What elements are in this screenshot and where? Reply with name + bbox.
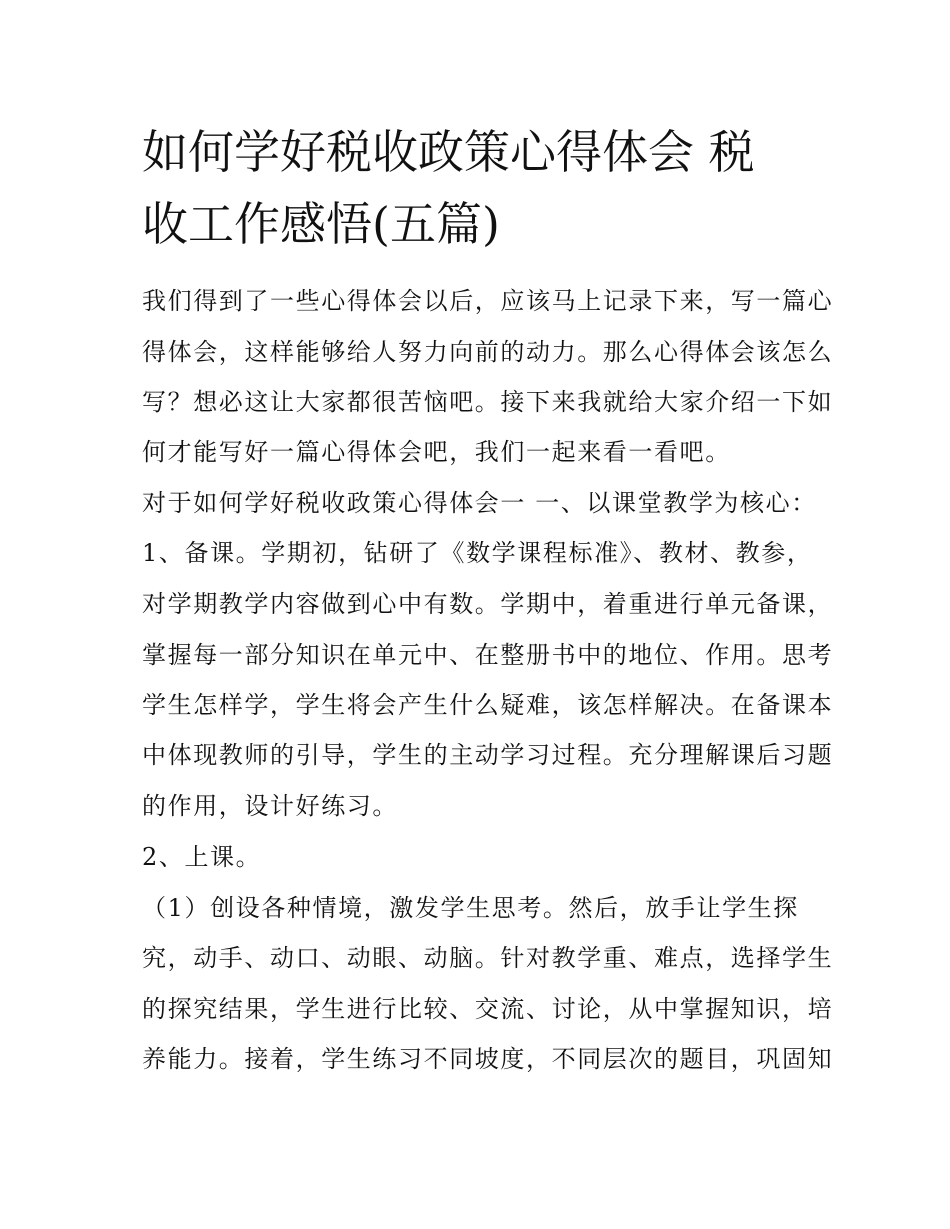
body-line: 究，动手、动口、动眼、动脑。针对教学重、难点，选择学生	[142, 944, 834, 972]
body-line: 1、备课。学期初，钻研了《数学课程标准》、教材、教参，	[142, 539, 813, 567]
body-line: 学生怎样学，学生将会产生什么疑难，该怎样解决。在备课本	[142, 691, 834, 719]
body-line: 掌握每一部分知识在单元中、在整册书中的地位、作用。思考	[142, 641, 834, 669]
body-line: 的探究结果，学生进行比较、交流、讨论，从中掌握知识，培	[142, 995, 834, 1023]
body-line: 养能力。接着，学生练习不同坡度，不同层次的题目，巩固知	[142, 1045, 834, 1073]
body-line: 中体现教师的引导，学生的主动学习过程。充分理解课后习题	[142, 741, 834, 769]
body-line: 对学期教学内容做到心中有数。学期中，着重进行单元备课，	[142, 590, 834, 618]
title-line: 收工作感悟(五篇)	[142, 197, 500, 251]
title-line: 如何学好税收政策心得体会 税	[142, 125, 755, 179]
body-line: 的作用，设计好练习。	[142, 792, 398, 820]
body-line: 我们得到了一些心得体会以后，应该马上记录下来，写一篇心	[142, 287, 834, 315]
body-line: （1）创设各种情境，激发学生思考。然后，放手让学生探	[142, 894, 799, 922]
body-line: 得体会，这样能够给人努力向前的动力。那么心得体会该怎么	[142, 338, 834, 366]
body-line: 对于如何学好税收政策心得体会一 一、以课堂教学为核心：	[142, 489, 817, 517]
body-line: 写？想必这让大家都很苦恼吧。接下来我就给大家介绍一下如	[142, 388, 834, 416]
body-line: 2、上课。	[142, 843, 262, 871]
body-line: 何才能写好一篇心得体会吧，我们一起来看一看吧。	[142, 438, 731, 466]
document-title	[142, 116, 822, 260]
